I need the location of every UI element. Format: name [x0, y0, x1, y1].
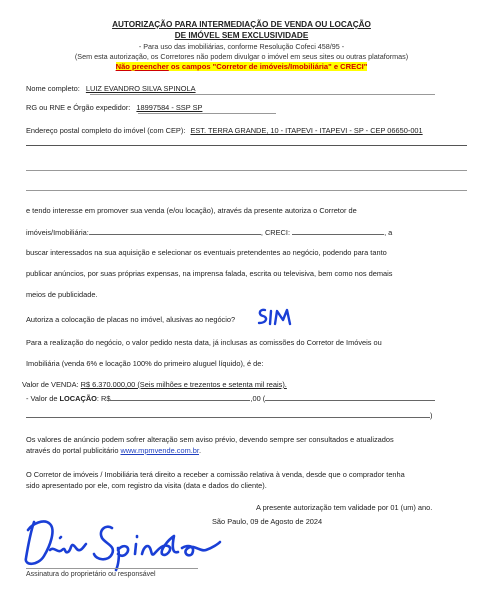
- signature-line: [26, 568, 198, 569]
- p1-line4: publicar anúncios, por suas próprias expensas, na imprensa falada, escrita ou televisiva, bem como nos demais: [26, 269, 393, 278]
- rent-continuation-row: [26, 410, 467, 420]
- p3-line2-post: .: [198, 446, 202, 455]
- doc-subtitle-1: - Para uso das imobiliárias, conforme Resolução Cofeci 458/95 -: [138, 42, 345, 51]
- p1-line2: [26, 227, 467, 237]
- rent-amount-blank: [110, 393, 250, 401]
- address-row: [26, 126, 423, 135]
- address-blank-line-3: [26, 190, 467, 191]
- address-blank-line-1: [26, 145, 467, 146]
- warning-creci-field: CRECI": [340, 62, 368, 71]
- validity-text: A presente autorização tem validade por 01 (um) ano.: [256, 503, 433, 512]
- p4-line1: O Corretor de imóveis / Imobiliária terá direito a receber a comissão relativa à venda, desde que o comprador tenha: [26, 470, 405, 479]
- rg-value: 18997584 - SSP SP: [136, 103, 203, 112]
- doc-title-line1: AUTORIZAÇÃO PARA INTERMEDIAÇÃO DE VENDA OU LOCAÇÃO: [112, 20, 371, 29]
- p1-line5: meios de publicidade.: [26, 290, 98, 299]
- owner-signature: [14, 510, 224, 572]
- rg-label: RG ou RNE e Órgão expedidor:: [26, 103, 131, 112]
- p1-line3: buscar interessados na sua aquisição e selecionar os eventuais pretendentes ao negócio, podendo para tanto: [26, 248, 387, 257]
- portal-link[interactable]: www.mpmvende.com.br: [120, 446, 199, 455]
- rg-underline: [138, 113, 276, 114]
- fill-warning: [0, 62, 483, 71]
- rent-value-row: [26, 393, 467, 403]
- p3-line2-pre: através do portal publicitário: [26, 446, 121, 455]
- p3-line2: [26, 446, 201, 455]
- warning-text-4: e: [331, 62, 341, 71]
- p1-line1: e tendo interesse em promover sua venda (e/ou locação), através da presente autoriza o Corretor de: [26, 206, 357, 215]
- name-underline: [90, 94, 435, 95]
- rent-continuation-blank: [26, 410, 433, 420]
- p2-line2: Imobiliária (venda 6% e locação 100% do primeiro aluguel líquido), é de:: [26, 359, 264, 368]
- broker-blank: [89, 227, 261, 235]
- name-value: LUIZ EVANDRO SILVA SPINOLA: [85, 84, 196, 93]
- warning-do-not-fill: Não preencher: [115, 62, 169, 71]
- creci-label: , CRECI:: [260, 228, 290, 237]
- p3-line1: Os valores de anúncio podem sofrer alteração sem aviso prévio, devendo sempre ser consultados e atualizados: [26, 435, 394, 444]
- sale-value: R$ 6.370.000,00 (Seis milhões e trezentos e setenta mil reais).: [80, 380, 287, 389]
- creci-blank: [292, 227, 384, 235]
- name-row: [26, 84, 196, 93]
- name-label: Nome completo:: [26, 84, 80, 93]
- sale-value-row: [22, 380, 287, 389]
- signature-label: Assinatura do proprietário ou responsável: [26, 571, 156, 578]
- rent-label-pre: - Valor de: [26, 394, 60, 403]
- address-value: EST. TERRA GRANDE, 10 - ITAPEVI - ITAPEVI - SP - CEP 06650-001: [190, 126, 423, 135]
- rent-words-blank: [265, 393, 435, 401]
- address-label: Endereço postal completo do imóvel (com CEP):: [26, 126, 186, 135]
- p4-line2: sido apresentado por ele, com registro da visita (data e dados do cliente).: [26, 481, 267, 490]
- rent-mid: ,00 (: [250, 394, 266, 403]
- rent-label-post: : R$: [96, 394, 111, 403]
- warning-broker-field: "Corretor de imóveis/Imobiliária": [212, 62, 332, 71]
- rent-close: ): [430, 411, 433, 420]
- broker-label: imóveis/Imobiliária:: [26, 228, 89, 237]
- doc-subtitle-2: (Sem esta autorização, os Corretores não podem divulgar o imóvel em seus sites ou outras plataformas): [74, 52, 409, 61]
- doc-title-line2: DE IMÓVEL SEM EXCLUSIVIDADE: [174, 31, 309, 40]
- plates-question: Autoriza a colocação de placas no imóvel, alusivas ao negócio?: [26, 315, 236, 324]
- rg-row: [26, 103, 202, 112]
- rent-label-bold: LOCAÇÃO: [59, 394, 97, 403]
- warning-text-2: os campos: [168, 62, 213, 71]
- p1-end: , a: [384, 228, 393, 237]
- p2-line1: Para a realização do negócio, o valor pedido nesta data, já inclusas as comissões do Corretor de Imóveis ou: [26, 338, 382, 347]
- address-blank-line-2: [26, 170, 467, 171]
- sale-label: Valor de VENDA:: [22, 380, 79, 389]
- signature-date: São Paulo, 09 de Agosto de 2024: [212, 517, 323, 526]
